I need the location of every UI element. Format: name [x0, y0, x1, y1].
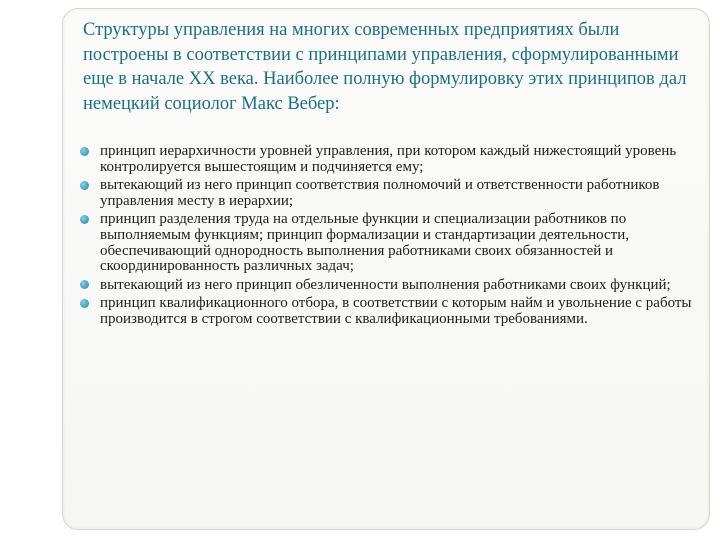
list-item [78, 144, 698, 175]
bullet-dot-icon [80, 215, 89, 224]
bullet-dot-icon [80, 280, 89, 289]
slide-title: Структуры управления на многих современных предприятиях были построены в соответствии с принципами управления, сформулированными еще в начале XX века. Наиболее полную формулировку этих принципов дал немецкий социолог Макс Вебер: [83, 20, 687, 114]
list-item [78, 212, 698, 274]
bullet-dot-icon [80, 147, 89, 156]
list-item [78, 278, 698, 294]
list-item-text: принцип иерархичности уровней управления, при котором каждый нижестоящий уровень контролируется вышестоящим и подчиняется ему; [100, 143, 677, 175]
list-item-text: вытекающий из него принцип соответствия полномочий и ответственности работников управления месту в иерархии; [100, 177, 660, 209]
list-item [78, 296, 698, 327]
bullet-dot-icon [80, 181, 89, 190]
principles-list [78, 144, 698, 331]
list-item-text: принцип квалификационного отбора, в соответствии с которым найм и увольнение с работы производится в строгом соответствии с квалификационными требованиями. [100, 295, 692, 327]
list-item [78, 178, 698, 209]
bullet-dot-icon [80, 299, 89, 308]
list-item-text: принцип разделения труда на отдельные функции и специализации работников по выполняемым функциям; принцип формализации и стандартизации деятельности, обеспечивающий однородность выполнения работниками своих обязанностей и скоординированность различных задач; [100, 211, 629, 275]
list-item-text: вытекающий из него принцип обезличенности выполнения работниками своих функций; [100, 276, 671, 293]
